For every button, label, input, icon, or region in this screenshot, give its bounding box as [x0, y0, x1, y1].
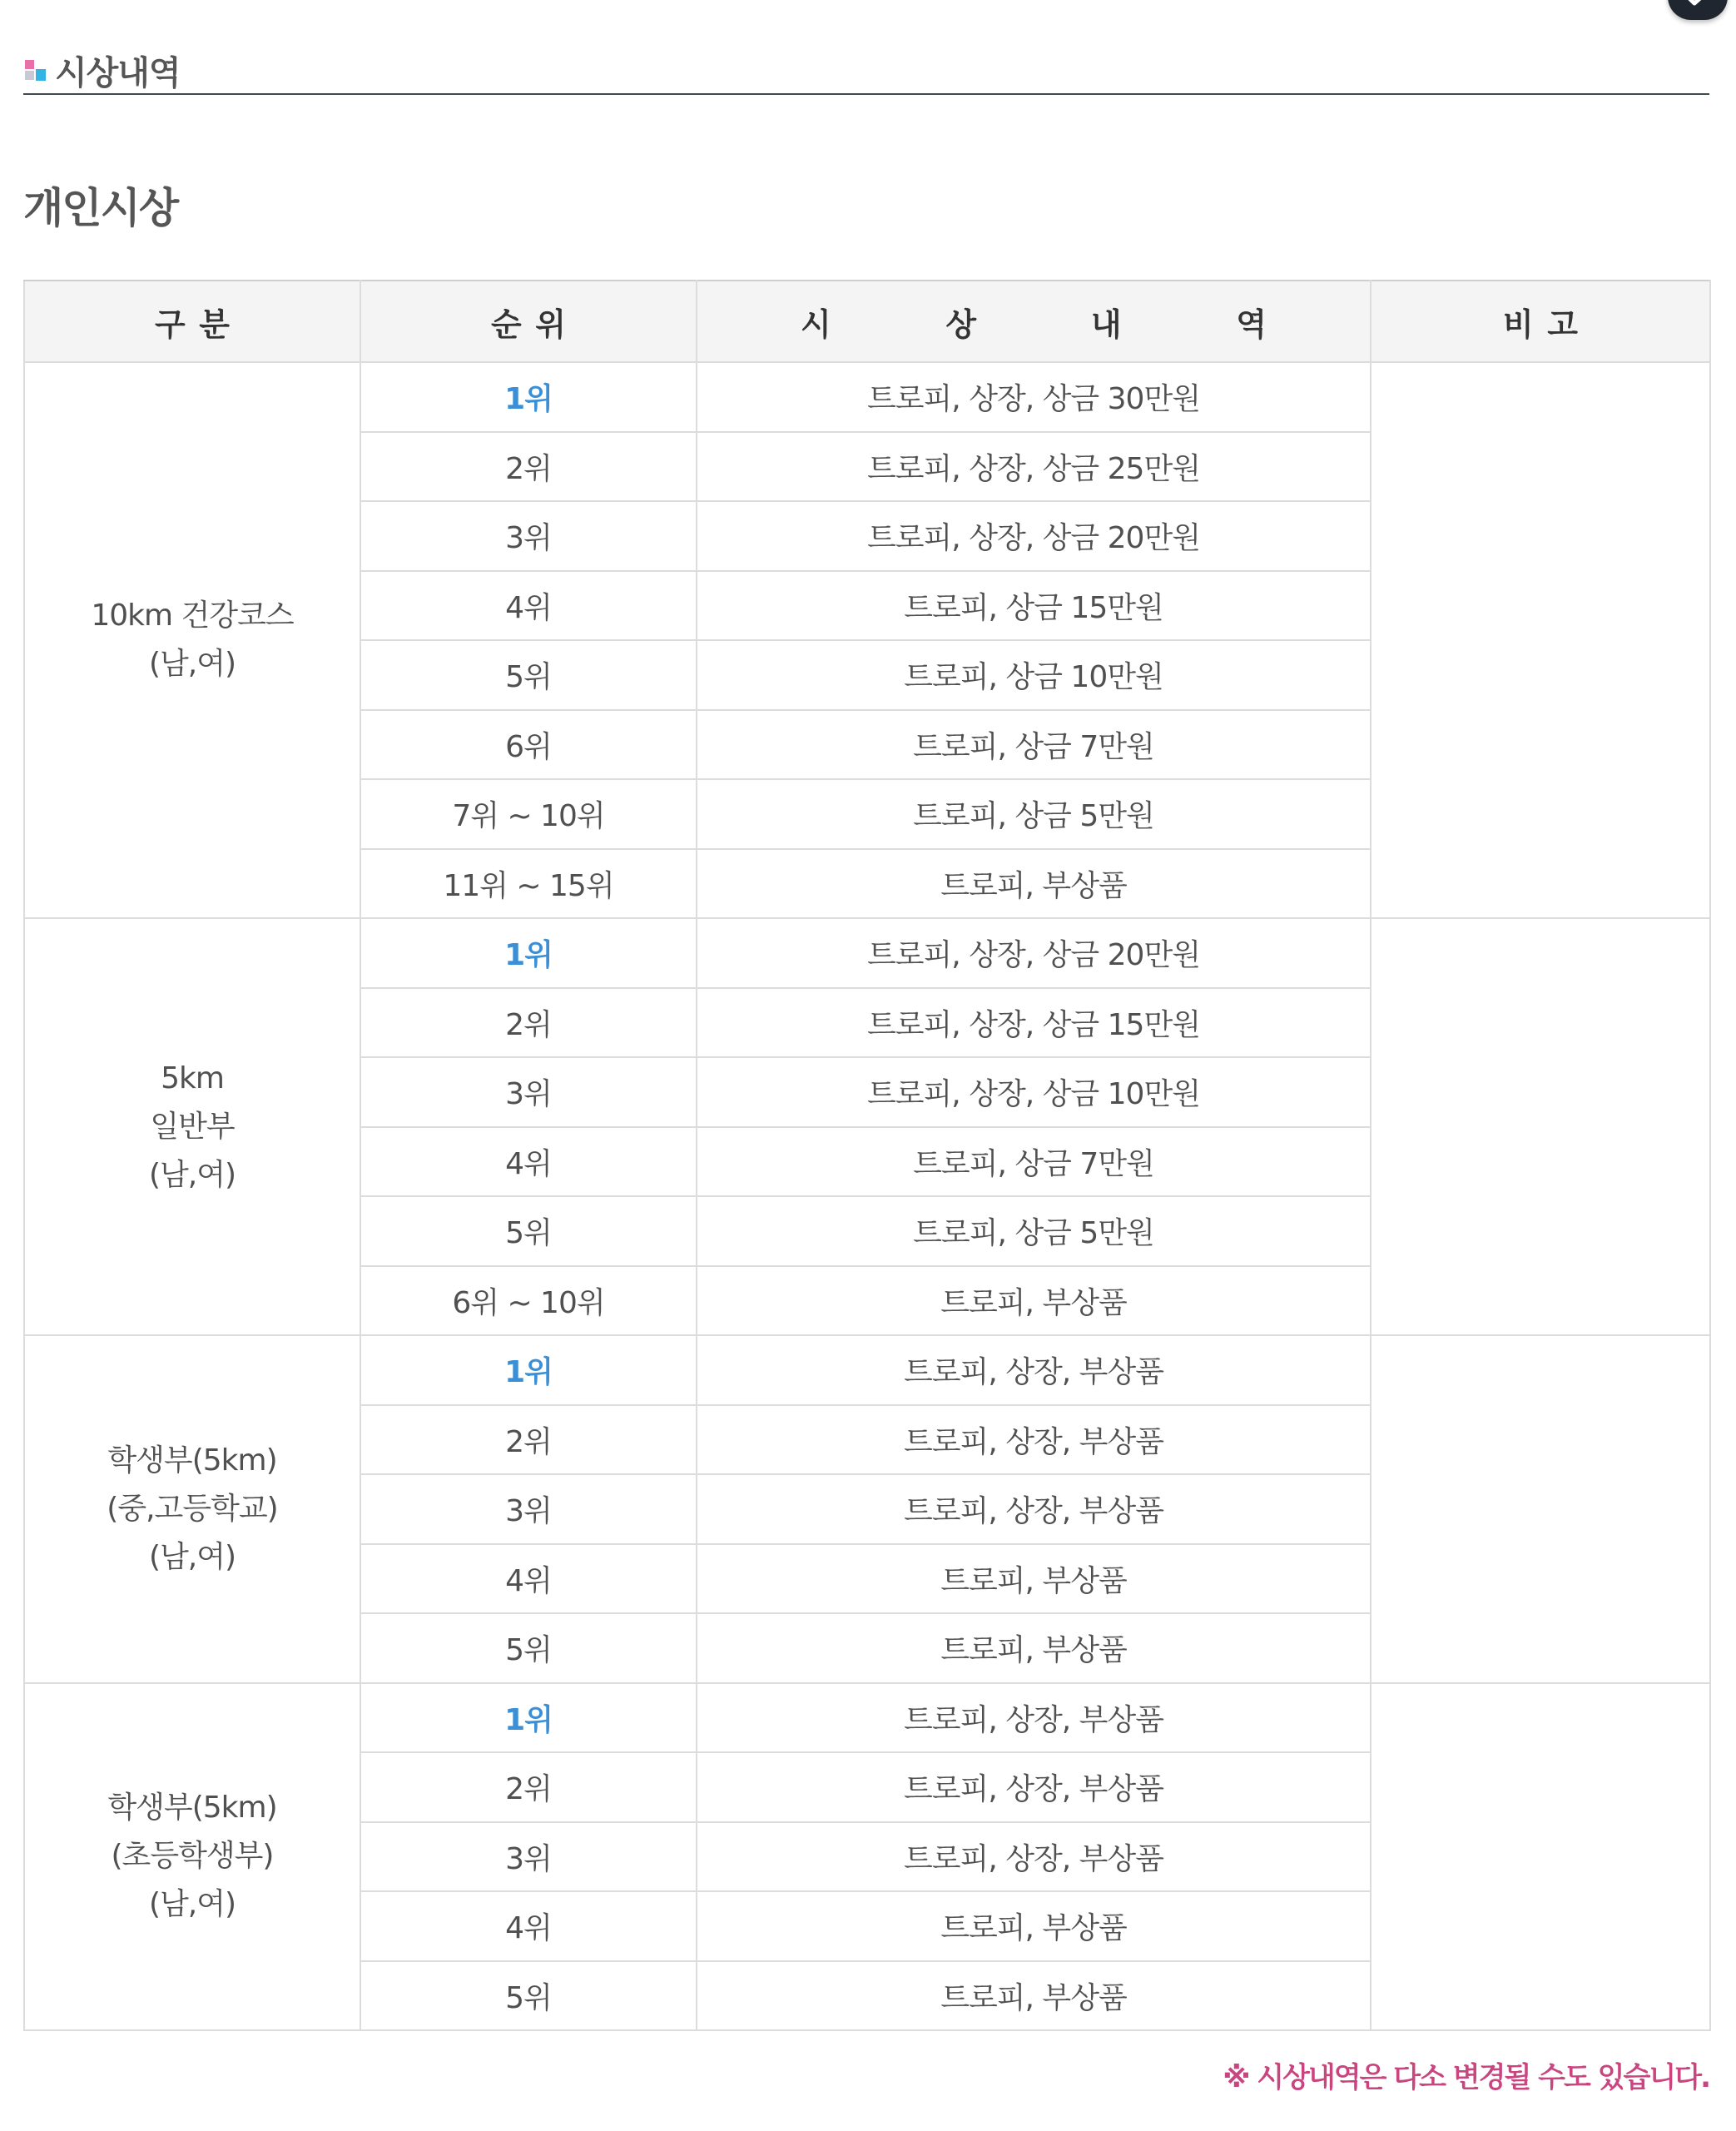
rank-cell: 5위	[360, 1196, 697, 1266]
awards-table	[23, 280, 1711, 2031]
prize-cell: 트로피, 부상품	[697, 1266, 1371, 1336]
rank-cell: 2위	[360, 988, 697, 1058]
division-label-line: (중,고등학교)	[107, 1491, 278, 1526]
note-cell	[1371, 1683, 1710, 2031]
header-division-char: 구	[155, 305, 186, 343]
prize-cell: 트로피, 상장, 부상품	[697, 1474, 1371, 1544]
division-cell	[24, 1335, 360, 1683]
rank-cell-first: 1위	[360, 1335, 697, 1405]
notice-text: ※ 시상내역은 다소 변경될 수도 있습니다.	[1223, 2061, 1709, 2094]
prize-cell: 트로피, 상장, 부상품	[697, 1683, 1371, 1753]
awards-table-body	[24, 362, 1710, 2030]
header-prize	[697, 281, 1371, 362]
division-cell	[24, 1683, 360, 2031]
prize-cell: 트로피, 상장, 상금 30만원	[697, 362, 1371, 432]
prize-cell: 트로피, 상장, 상금 10만원	[697, 1057, 1371, 1127]
note-cell	[1371, 1335, 1710, 1683]
table-row	[24, 918, 1710, 988]
rank-cell: 3위	[360, 1474, 697, 1544]
header-note	[1371, 281, 1710, 362]
prize-cell: 트로피, 상장, 상금 20만원	[697, 501, 1371, 571]
prize-cell: 트로피, 상장, 상금 15만원	[697, 988, 1371, 1058]
prize-cell: 트로피, 부상품	[697, 1891, 1371, 1961]
rank-cell: 5위	[360, 1613, 697, 1683]
prize-cell: 트로피, 상금 15만원	[697, 571, 1371, 641]
rank-cell-first: 1위	[360, 362, 697, 432]
division-label-line: (초등학생부)	[111, 1839, 274, 1874]
header-prize-char: 역	[1236, 305, 1267, 343]
division-label-line: (남,여)	[148, 1157, 236, 1192]
prize-cell: 트로피, 상금 10만원	[697, 640, 1371, 710]
header-note-char: 고	[1547, 305, 1578, 343]
rank-cell: 11위 ~ 15위	[360, 849, 697, 919]
table-row	[24, 1683, 1710, 1753]
prize-cell: 트로피, 부상품	[697, 1961, 1371, 2031]
rank-cell-first: 1위	[360, 918, 697, 988]
rank-cell: 5위	[360, 1961, 697, 2031]
page-subtitle: 개인시상	[23, 184, 178, 232]
floating-action-button[interactable]	[1668, 0, 1728, 20]
rank-cell: 5위	[360, 640, 697, 710]
prize-cell: 트로피, 상장, 부상품	[697, 1335, 1371, 1405]
header-division-char: 분	[199, 305, 230, 343]
table-row	[24, 1335, 1710, 1405]
header-rank-char: 순	[491, 305, 522, 343]
prize-cell: 트로피, 상금 5만원	[697, 1196, 1371, 1266]
note-cell	[1371, 362, 1710, 918]
header-note-char: 비	[1503, 305, 1534, 343]
division-cell	[24, 918, 360, 1335]
division-label-line: (남,여)	[148, 1539, 236, 1574]
rank-cell: 6위 ~ 10위	[360, 1266, 697, 1336]
division-label-line: 학생부(5km)	[107, 1443, 277, 1478]
rank-cell: 3위	[360, 501, 697, 571]
prize-cell: 트로피, 상장, 상금 25만원	[697, 432, 1371, 502]
division-label-line: 10km 건강코스	[91, 599, 294, 633]
division-label-line: 일반부	[150, 1109, 235, 1144]
rank-cell: 4위	[360, 1127, 697, 1197]
header-rank-char: 위	[535, 305, 566, 343]
section-bullet-icon	[25, 60, 47, 82]
division-label-line: 학생부(5km)	[107, 1791, 277, 1826]
prize-cell: 트로피, 부상품	[697, 1613, 1371, 1683]
header-rank	[360, 281, 697, 362]
prize-cell: 트로피, 상장, 상금 20만원	[697, 918, 1371, 988]
rank-cell: 4위	[360, 571, 697, 641]
header-prize-char: 시	[801, 305, 831, 343]
rank-cell: 2위	[360, 1405, 697, 1475]
prize-cell: 트로피, 상금 7만원	[697, 710, 1371, 780]
rank-cell: 7위 ~ 10위	[360, 779, 697, 849]
rank-cell: 3위	[360, 1822, 697, 1892]
prize-cell: 트로피, 상금 5만원	[697, 779, 1371, 849]
rank-cell-first: 1위	[360, 1683, 697, 1753]
note-cell	[1371, 918, 1710, 1335]
prize-cell: 트로피, 상장, 부상품	[697, 1752, 1371, 1822]
table-header-row	[24, 281, 1710, 362]
prize-cell: 트로피, 부상품	[697, 849, 1371, 919]
header-prize-char: 내	[1090, 305, 1122, 343]
prize-cell: 트로피, 상장, 부상품	[697, 1405, 1371, 1475]
rank-cell: 2위	[360, 432, 697, 502]
section-header	[23, 43, 1709, 95]
division-label-line: (남,여)	[148, 1887, 236, 1922]
section-title: 시상내역	[55, 54, 181, 92]
header-division	[24, 281, 360, 362]
division-cell	[24, 362, 360, 918]
division-label-line: 5km	[161, 1061, 224, 1095]
rank-cell: 2위	[360, 1752, 697, 1822]
prize-cell: 트로피, 상장, 부상품	[697, 1822, 1371, 1892]
prize-cell: 트로피, 부상품	[697, 1544, 1371, 1614]
header-prize-char: 상	[945, 305, 977, 343]
check-icon	[1683, 0, 1713, 10]
table-row	[24, 362, 1710, 432]
prize-cell: 트로피, 상금 7만원	[697, 1127, 1371, 1197]
rank-cell: 4위	[360, 1891, 697, 1961]
rank-cell: 3위	[360, 1057, 697, 1127]
rank-cell: 6위	[360, 710, 697, 780]
division-label-line: (남,여)	[148, 647, 236, 681]
rank-cell: 4위	[360, 1544, 697, 1614]
